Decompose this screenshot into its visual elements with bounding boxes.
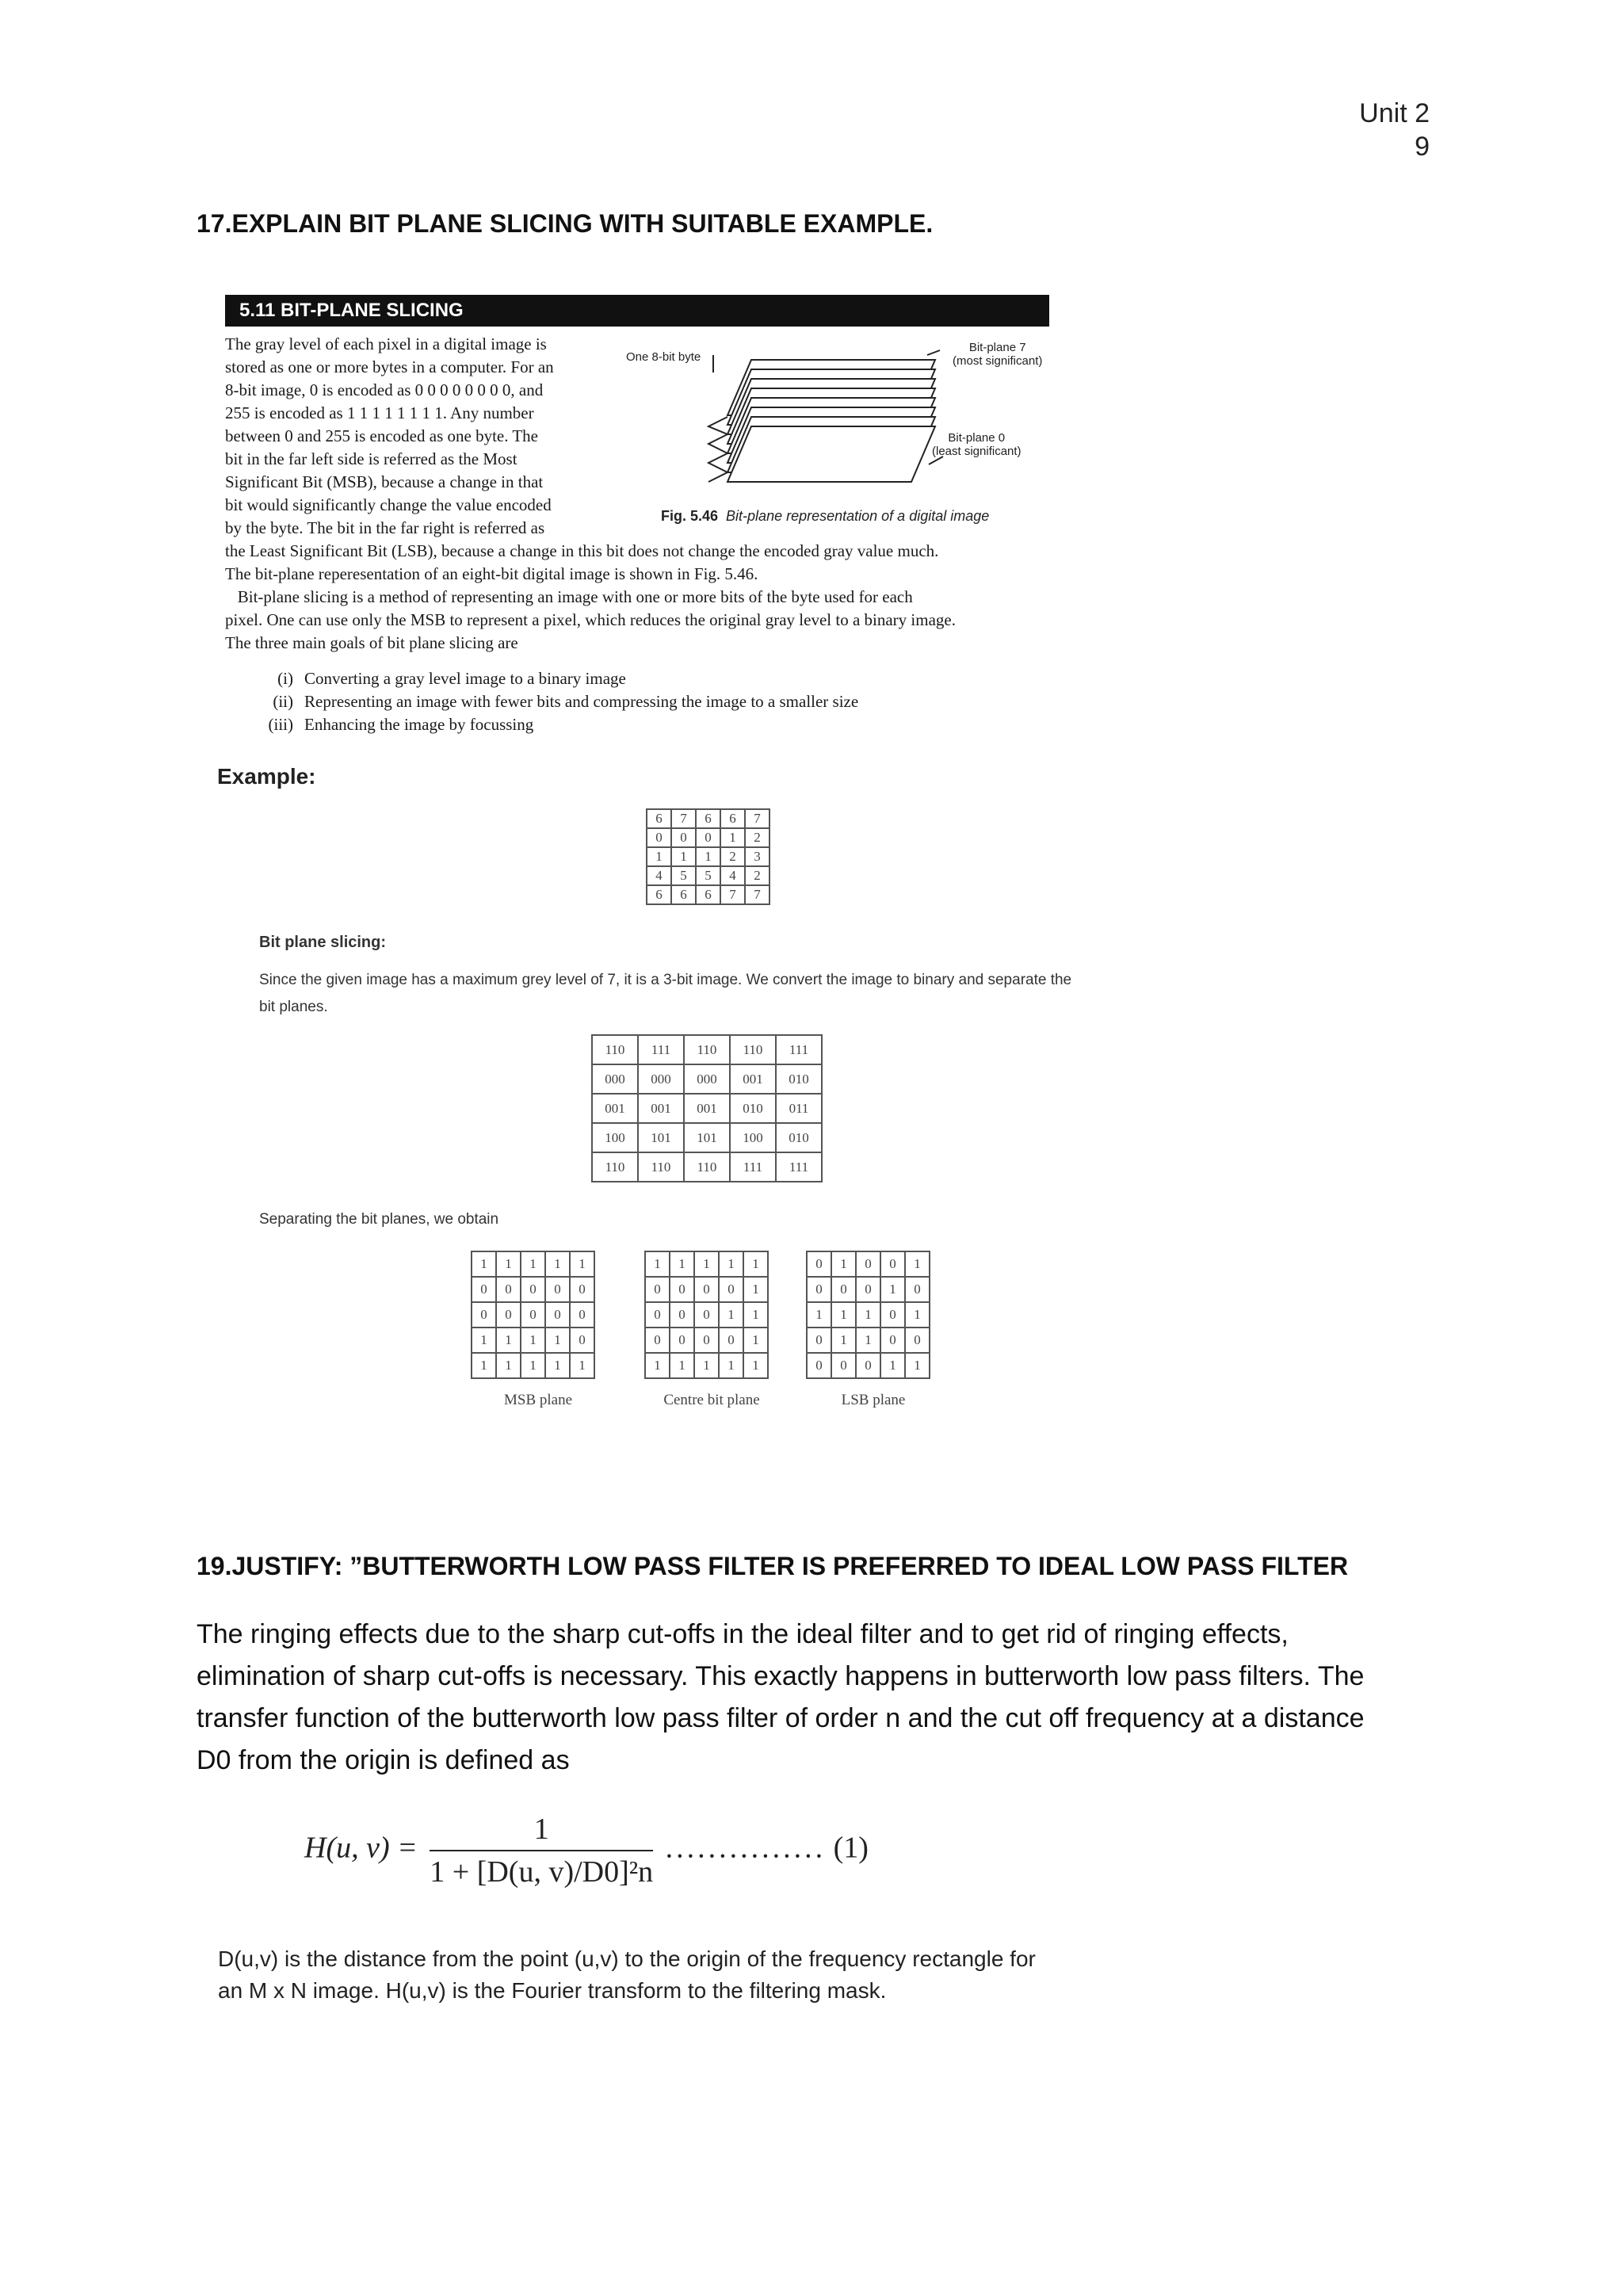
body-line: The three main goals of bit plane slicing are <box>225 633 518 652</box>
msb-plane-label: MSB plane <box>503 1392 573 1408</box>
paragraph-line: elimination of sharp cut-offs is necessary. This exactly happens in butterworth low pass filters. The <box>197 1661 1365 1691</box>
table-row: 0 0 0 1 0 <box>807 1277 930 1302</box>
table-row: 100 101 101 100 010 <box>592 1123 822 1152</box>
intro-line: 255 is encoded as 1 1 1 1 1 1 1 1. Any number <box>225 403 534 422</box>
intro-line: by the byte. The bit in the far right is referred as <box>225 518 545 537</box>
slicing-text-line: bit planes. <box>259 999 328 1015</box>
table-row: 1 1 1 1 0 <box>472 1328 594 1353</box>
table-row: 1 1 1 1 1 <box>645 1251 768 1277</box>
note-line: an M x N image. H(u,v) is the Fourier transform to the filtering mask. <box>218 1978 887 2003</box>
formula-numerator: 1 <box>430 1812 653 1851</box>
lsb-plane-matrix <box>806 1251 930 1379</box>
table-row: 0 0 0 1 2 <box>647 828 769 847</box>
question-17-title: 17.EXPLAIN BIT PLANE SLICING WITH SUITABLE EXAMPLE. <box>197 209 934 238</box>
q19-paragraph <box>197 1614 1433 1782</box>
lsb-plane-label: LSB plane <box>841 1392 906 1408</box>
table-row: 0 0 0 0 1 <box>645 1328 768 1353</box>
intro-line: between 0 and 255 is encoded as one byte. The <box>225 426 538 445</box>
table-row: 110 110 110 111 111 <box>592 1152 822 1182</box>
centre-plane-label: Centre bit plane <box>663 1392 760 1408</box>
unit-label: Unit 2 <box>1359 98 1430 128</box>
list-item: (ii) Representing an image with fewer bits and compressing the image to a smaller size <box>273 692 859 711</box>
image-matrix <box>646 808 770 905</box>
table-row: 110 111 110 110 111 <box>592 1035 822 1064</box>
page-header <box>1359 97 1430 163</box>
intro-line: 8-bit image, 0 is encoded as 0 0 0 0 0 0 0 0, and <box>225 380 544 399</box>
figure-left-label: One 8-bit byte <box>626 350 701 364</box>
table-row: 4 5 5 4 2 <box>647 866 769 885</box>
body-line: The bit-plane reperesentation of an eight-bit digital image is shown in Fig. 5.46. <box>225 564 758 583</box>
goals-list <box>254 667 858 736</box>
binary-matrix <box>591 1034 823 1182</box>
body-line: pixel. One can use only the MSB to represent a pixel, which reduces the original gray level to a binary image. <box>225 610 956 629</box>
intro-line: Significant Bit (MSB), because a change in that <box>225 472 544 491</box>
separating-text: Separating the bit planes, we obtain <box>259 1211 499 1228</box>
figure-bottom-label: Bit-plane 0 (least significant) <box>932 431 1022 458</box>
bit-plane-figure <box>626 341 1054 531</box>
msb-plane-matrix <box>471 1251 595 1379</box>
formula-dots: ............... <box>665 1831 827 1865</box>
intro-line: bit would significantly change the value encoded <box>225 495 552 514</box>
table-row: 0 0 0 1 1 <box>645 1302 768 1328</box>
paragraph-line: The ringing effects due to the sharp cut-offs in the ideal filter and to get rid of ringing effects, <box>197 1619 1289 1649</box>
table-row: 6 7 6 6 7 <box>647 809 769 828</box>
figure-top-label: Bit-plane 7 (most significant) <box>953 341 1043 368</box>
figure-caption: Fig. 5.46 Bit-plane representation of a digital image <box>661 508 990 524</box>
table-row: 1 1 1 1 1 <box>472 1251 594 1277</box>
table-row: 0 0 0 0 0 <box>472 1277 594 1302</box>
body-line: the Least Significant Bit (LSB), because a change in this bit does not change the encoded gray value much. <box>225 541 939 560</box>
body-line: Bit-plane slicing is a method of representing an image with one or more bits of the byte used for each <box>225 587 913 606</box>
formula-equation-number: (1) <box>833 1831 869 1865</box>
table-row: 1 1 1 0 1 <box>807 1302 930 1328</box>
intro-line: bit in the far left side is referred as the Most <box>225 449 517 468</box>
table-row: 0 0 0 0 1 <box>645 1277 768 1302</box>
page-number: 9 <box>1415 132 1430 162</box>
formula-lhs: H(u, v) = <box>304 1831 418 1865</box>
list-item: (i) Converting a gray level image to a binary image <box>277 669 626 688</box>
formula-denominator: 1 + [D(u, v)/D0]²n <box>430 1855 654 1889</box>
table-row: 1 1 1 1 1 <box>472 1353 594 1378</box>
table-row: 0 1 0 0 1 <box>807 1251 930 1277</box>
intro-line: stored as one or more bytes in a computer. For an <box>225 357 554 376</box>
formula-fraction <box>430 1812 653 1889</box>
formula-note <box>218 1943 1036 2007</box>
table-row: 1 1 1 2 3 <box>647 847 769 866</box>
table-row: 0 0 0 1 1 <box>807 1353 930 1378</box>
list-item: (iii) Enhancing the image by focussing <box>268 715 534 734</box>
slicing-text-line: Since the given image has a maximum grey level of 7, it is a 3-bit image. We convert the image to binary and separate the <box>259 972 1072 988</box>
paragraph-line: D0 from the origin is defined as <box>197 1745 570 1775</box>
question-19-title: 19.JUSTIFY: ”BUTTERWORTH LOW PASS FILTER IS PREFERRED TO IDEAL LOW PASS FILTER <box>197 1552 1349 1580</box>
table-row: 001 001 001 010 011 <box>592 1094 822 1123</box>
intro-line: The gray level of each pixel in a digital image is <box>225 334 547 353</box>
centre-plane-matrix <box>644 1251 769 1379</box>
table-row: 0 0 0 0 0 <box>472 1302 594 1328</box>
section-bar: 5.11 BIT-PLANE SLICING <box>225 295 1049 327</box>
table-row: 0 1 1 0 0 <box>807 1328 930 1353</box>
butterworth-formula <box>304 1812 869 1889</box>
example-heading: Example: <box>217 764 316 789</box>
slicing-heading: Bit plane slicing: <box>259 934 387 951</box>
table-row: 000 000 000 001 010 <box>592 1064 822 1094</box>
paragraph-line: transfer function of the butterworth low pass filter of order n and the cut off frequency at a distance <box>197 1703 1365 1733</box>
table-row: 1 1 1 1 1 <box>645 1353 768 1378</box>
note-line: D(u,v) is the distance from the point (u,v) to the origin of the frequency rectangle for <box>218 1946 1036 1971</box>
table-row: 6 6 6 7 7 <box>647 885 769 904</box>
